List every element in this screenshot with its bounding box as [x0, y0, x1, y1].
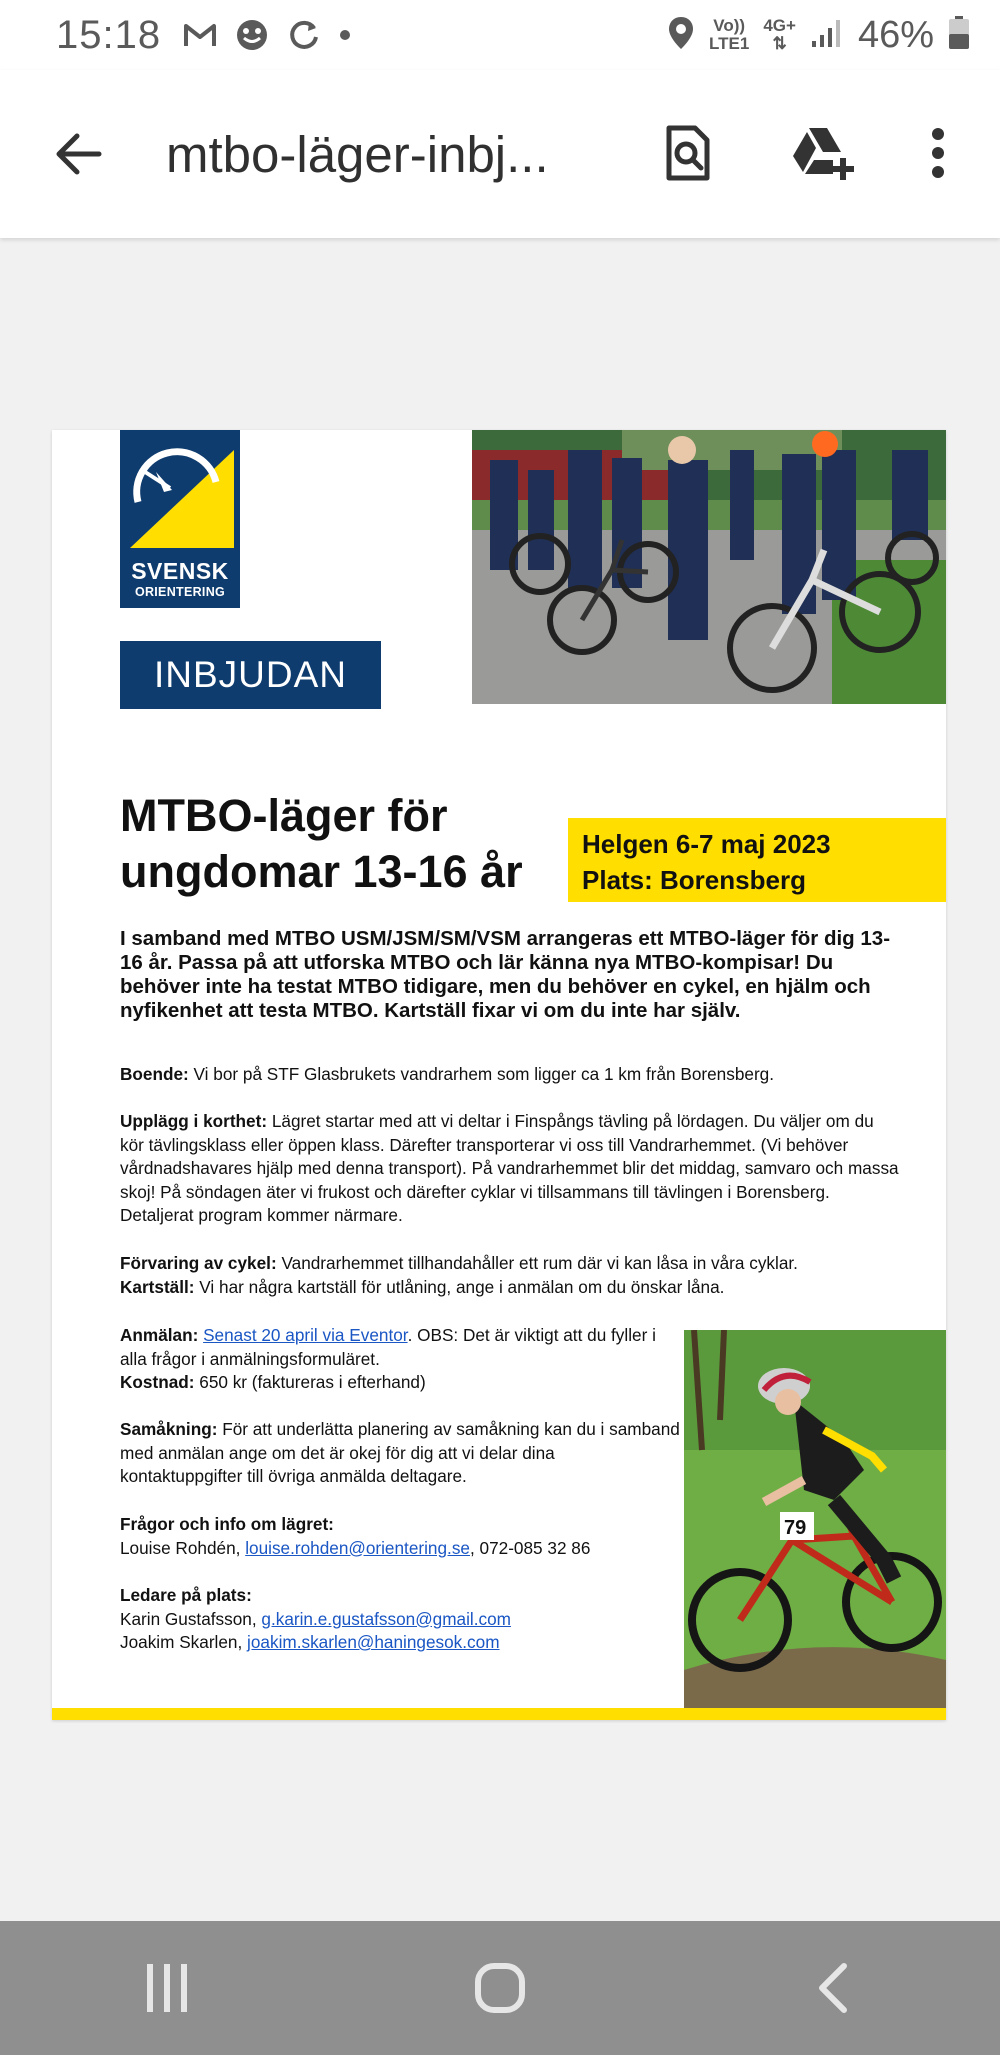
- boende-text: Vi bor på STF Glasbrukets vandrarhem som ligger ca 1 km från Borensberg.: [188, 1064, 775, 1084]
- navigation-bar: [0, 1921, 1000, 2055]
- arrow-back-icon: [53, 132, 103, 176]
- group-photo: [472, 430, 946, 704]
- place-line: Plats: Borensberg: [582, 865, 806, 895]
- invitation-badge: INBJUDAN: [120, 641, 381, 709]
- volte-label: Vo)): [713, 16, 746, 35]
- status-bar: [0, 0, 1000, 70]
- forvaring-paragraph: [120, 1252, 900, 1299]
- logo-line-1: SVENSK: [131, 558, 229, 584]
- face-notification-icon: [235, 18, 269, 52]
- document-page[interactable]: [52, 430, 946, 1720]
- fragor-label: Frågor och info om lägret:: [120, 1514, 334, 1534]
- recent-apps-button[interactable]: [117, 1938, 217, 2038]
- app-bar: [0, 70, 1000, 238]
- location-icon: [667, 15, 695, 56]
- samakning-text: För att underlätta planering av samåkning kan du i samband med anmälan ange om det är okej för dig att vi delar dina kontaktuppgifter till övriga anmälda deltagare.: [120, 1419, 680, 1486]
- more-options-button[interactable]: [893, 108, 983, 198]
- kostnad-text: 650 kr (faktureras i efterhand): [194, 1372, 426, 1392]
- more-vert-icon: [930, 128, 946, 178]
- ledare2-name: Joakim Skarlen,: [120, 1632, 248, 1652]
- joakim-email-link[interactable]: joakim.skarlen@haningesok.com: [247, 1632, 500, 1652]
- back-nav-button[interactable]: [783, 1938, 883, 2038]
- data-arrows-icon: ⇅: [772, 34, 787, 53]
- date-line: Helgen 6-7 maj 2023: [582, 829, 831, 859]
- ledare-paragraph: [120, 1584, 680, 1655]
- data-indicator: [763, 17, 796, 53]
- samakning-label: Samåkning:: [120, 1419, 218, 1439]
- upplagg-label: Upplägg i korthet:: [120, 1111, 268, 1131]
- signal-icon: [810, 17, 844, 54]
- home-icon: [474, 1962, 526, 2014]
- upplagg-paragraph: [120, 1110, 900, 1228]
- ledare-label: Ledare på plats:: [120, 1585, 252, 1605]
- forvaring-label: Förvaring av cykel:: [120, 1253, 277, 1273]
- lte-label: LTE1: [709, 34, 750, 53]
- battery-icon: [948, 16, 970, 55]
- samakning-paragraph: [120, 1418, 680, 1489]
- add-to-drive-icon: [789, 124, 855, 182]
- ledare1-name: Karin Gustafsson,: [120, 1608, 262, 1629]
- search-in-document-icon: [663, 124, 713, 182]
- fragor-phone: , 072-085 32 86: [469, 1537, 591, 1558]
- add-to-drive-button[interactable]: [777, 108, 867, 198]
- dot-notification-icon: [339, 29, 351, 41]
- louise-email-link[interactable]: louise.rohden@orientering.se: [245, 1537, 470, 1558]
- main-heading: [120, 788, 523, 900]
- recent-apps-icon: [144, 1962, 190, 2014]
- boende-label: Boende:: [120, 1064, 189, 1084]
- sync-notification-icon: [287, 18, 321, 52]
- volte-indicator: [709, 17, 749, 53]
- home-button[interactable]: [450, 1938, 550, 2038]
- document-title: mtbo-läger-inbj...: [166, 125, 549, 183]
- compass-logo-icon: [120, 430, 240, 554]
- anmalan-paragraph: [120, 1324, 680, 1395]
- boende-paragraph: [120, 1063, 900, 1087]
- race-number: 79: [784, 1517, 807, 1539]
- battery-percent: 46%: [857, 13, 934, 56]
- back-button[interactable]: [38, 114, 118, 194]
- network-type-label: 4G+: [763, 16, 796, 35]
- anmalan-text: . OBS: Det är viktigt att du fyller i alla frågor i anmälningsformuläret.: [120, 1325, 656, 1369]
- gmail-notification-icon: [183, 22, 217, 48]
- eventor-link[interactable]: Senast 20 april via Eventor: [203, 1325, 408, 1345]
- page-footer-strip: [52, 1708, 946, 1720]
- back-chevron-icon: [816, 1962, 850, 2014]
- upplagg-text: Lägret startar med att vi deltar i Finspångs tävling på lördagen. Du väljer om du kör tävlingsklass eller öppen klass. Därefter transporterar vi oss till Vandrarhemmet. (Vi behöver vårdnadshavares hjälp med denna transport). På vandrarhemmet blir det middag, samvaro och massa skoj! På söndagen äter vi frukost och därefter cyklar vi tillsammans till tävlingen i Borensberg. Detaljerat program kommer närmare.: [120, 1111, 899, 1225]
- fragor-name: Louise Rohdén,: [120, 1537, 246, 1558]
- date-place-box: [568, 818, 946, 902]
- anmalan-label: Anmälan:: [120, 1325, 199, 1345]
- forvaring-text: Vandrarhemmet tillhandahåller ett rum där vi kan låsa in våra cyklar.: [276, 1253, 798, 1273]
- heading-line-2: ungdomar 13-16 år: [120, 846, 523, 897]
- svensk-orientering-logo: [120, 430, 240, 608]
- karin-email-link[interactable]: g.karin.e.gustafsson@gmail.com: [261, 1608, 511, 1629]
- logo-line-2: ORIENTERING: [134, 585, 226, 599]
- intro-paragraph: I samband med MTBO USM/JSM/SM/VSM arrangeras ett MTBO-läger för dig 13-16 år. Passa på att utforska MTBO och lär känna nya MTBO-kompisar! Du behöver inte ha testat MTBO tidigare, men du behöver en cykel, en hjälm och nyfikenhet att testa MTBO. Kartställ fixar vi om du inte har själv.: [120, 927, 891, 1022]
- search-document-button[interactable]: [643, 108, 733, 198]
- cyclist-photo: [684, 1330, 946, 1708]
- kartstall-text: Vi har några kartställ för utlåning, ange i anmälan om du önskar låna.: [194, 1276, 725, 1297]
- kartstall-label: Kartställ:: [120, 1276, 195, 1297]
- status-time: 15:18: [56, 12, 162, 57]
- heading-line-1: MTBO-läger för: [120, 790, 448, 841]
- fragor-paragraph: [120, 1513, 680, 1560]
- kostnad-label: Kostnad:: [120, 1372, 195, 1392]
